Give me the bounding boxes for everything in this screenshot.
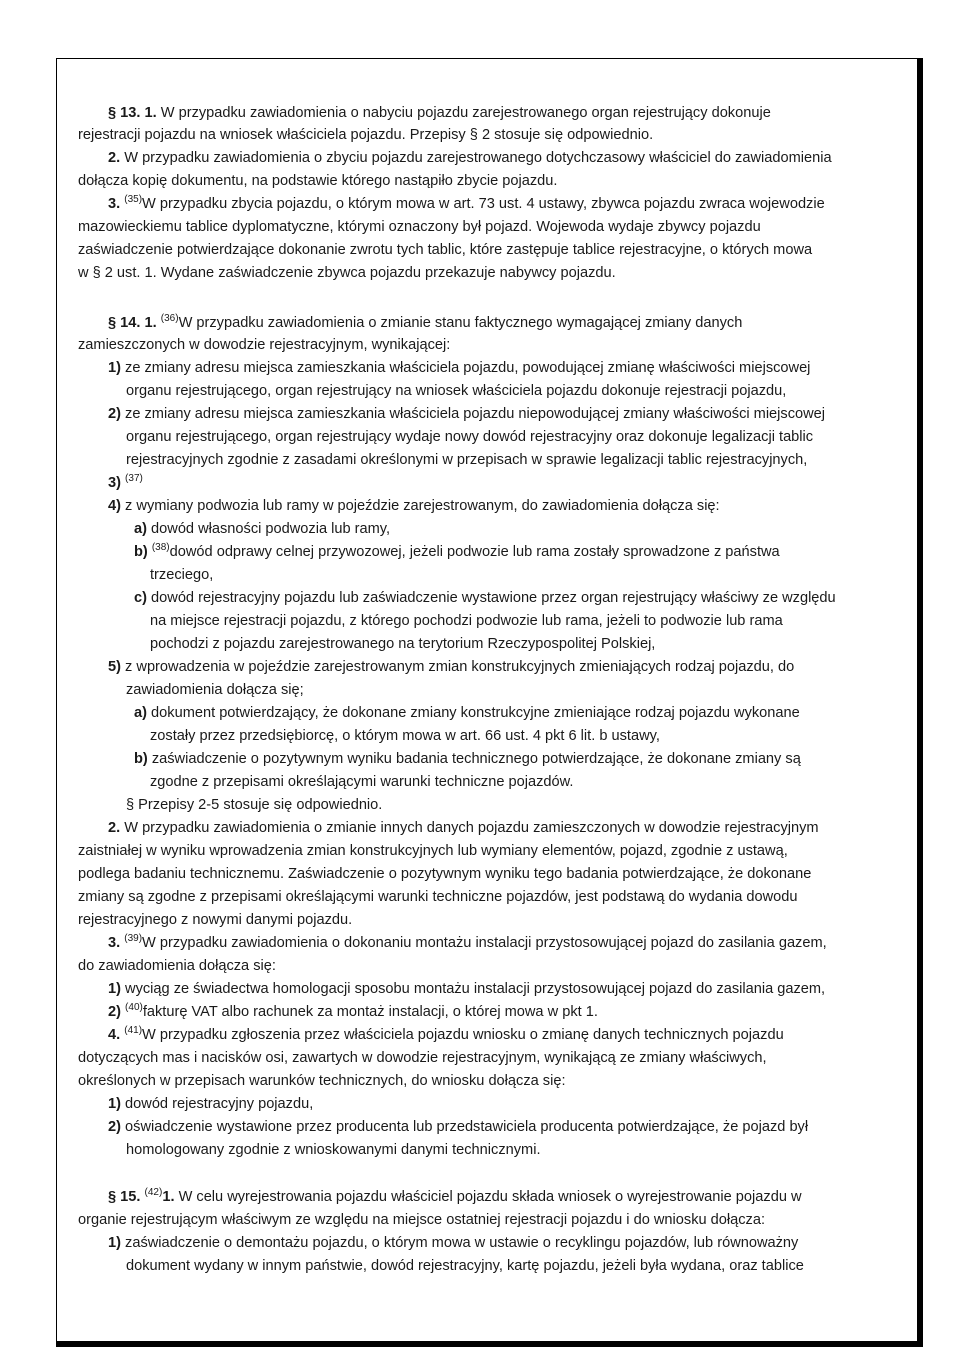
s14-p2-line5: rejestracyjnego z nowymi danymi pojazdu. bbox=[78, 912, 353, 928]
s13-p3-line4: w § 2 ust. 1. Wydane zaświadczenie zbywca pojazdu przekazuje nabywcy pojazdu. bbox=[78, 265, 616, 281]
s14-p2-line1: 2. W przypadku zawiadomienia o zmianie innych danych pojazdu zamieszczonych w dowodzie rejestracyjnym bbox=[108, 820, 819, 836]
s14-p1-item2-line2: organu rejestrującego, organ rejestrujący wydaje nowy dowód rejestracyjny oraz dokonuje legalizacji tablic bbox=[126, 429, 814, 445]
s14-p3-line2: do zawiadomienia dołącza się: bbox=[78, 958, 276, 974]
s14-p1-closing: § Przepisy 2-5 stosuje się odpowiednio. bbox=[126, 797, 383, 813]
s14-p4-line2: dotyczących mas i nacisków osi, zawartych w dowodzie rejestracyjnym, wynikającą ze zmiany właściwych, bbox=[78, 1050, 767, 1066]
s14-p4-item2-line1: 2) oświadczenie wystawione przez producenta lub przedstawiciela producenta potwierdzające, że pojazd był bbox=[108, 1119, 809, 1135]
s14-p1-item4c-line2: na miejsce rejestracji pojazdu, z którego pochodzi podwozie lub rama, jeżeli to podwozie lub rama bbox=[150, 613, 783, 629]
s15-p1-line2: organie rejestrującym właściwym ze względu na miejsce ostatniej rejestracji pojazdu i do wniosku dołącza: bbox=[78, 1212, 766, 1228]
s14-p1-line1: § 14. 1. $^{(36)}$W przypadku zawiadomienia o zmianie stanu faktycznego wymagającej zmiany danych bbox=[108, 313, 743, 331]
s13-p1-line1: § 13. 1. W przypadku zawiadomienia o nabyciu pojazdu zarejestrowanego organ rejestrujący dokonuje bbox=[108, 105, 771, 121]
s14-p3-item1: 1) wyciąg ze świadectwa homologacji sposobu montażu instalacji przystosowującej pojazd do zasilania gazem, bbox=[108, 981, 826, 997]
s13-p3-line1: 3. $^{(35)}$W przypadku zbycia pojazdu, o którym mowa w art. 73 ust. 4 ustawy, zbywca pojazdu zwraca wojewodzie bbox=[108, 194, 825, 212]
s14-p1-item4c-line1: c) dowód rejestracyjny pojazdu lub zaświadczenie wystawione przez organ rejestrujący właściwy ze względu bbox=[134, 590, 836, 606]
s14-p2-line3: podlega badaniu technicznemu. Zaświadczenie o pozytywnym wyniku tego badania potwierdzające, że dokonane bbox=[78, 866, 812, 882]
s13-p2-line2: dołącza kopię dokumentu, na podstawie którego nastąpiło zbycie pojazdu. bbox=[78, 173, 558, 189]
s14-p1-item5b-line2: zgodne z przepisami określającymi warunki techniczne pojazdów. bbox=[150, 774, 574, 790]
s13-p1-line2: rejestracji pojazdu na wniosek właściciela pojazdu. Przepisy § 2 stosuje się odpowiednio. bbox=[78, 127, 654, 143]
s14-p1-item3: 3) $^{(37)}$ bbox=[108, 473, 143, 491]
s14-p2-line2: zaistniałej w wyniku wprowadzenia zmian konstrukcyjnych lub wymiany elementów, pojazd, zgodnie z ustawą, bbox=[78, 843, 788, 859]
s13-p3-line3: zaświadczenie potwierdzające dokonanie zwrotu tych tablic, które zastępuje tablice rejestracyjne, o których mowa bbox=[78, 242, 813, 258]
s15-p1-item1-line1: 1) zaświadczenie o demontażu pojazdu, o którym mowa w ustawie o recyklingu pojazdów, lub równoważny bbox=[108, 1235, 799, 1251]
s14-p4-line3: określonych w przepisach warunków technicznych, do wniosku dołącza się: bbox=[78, 1073, 566, 1089]
s14-p1-item5-line1: 5) z wprowadzenia w pojeździe zarejestrowanym zmian konstrukcyjnych zmieniających rodzaj pojazdu, do bbox=[108, 659, 795, 675]
section-mark-13: § 13. 1. bbox=[108, 105, 157, 121]
section-mark-15: § 15. bbox=[108, 1189, 141, 1205]
s14-p1-item2-line3: rejestracyjnych zgodnie z zasadami określonymi w przepisach w sprawie legalizacji tablic rejestracyjnych, bbox=[126, 452, 808, 468]
s14-p1-item5b-line1: b) zaświadczenie o pozytywnym wyniku badania technicznego potwierdzające, że dokonane zmiany są bbox=[134, 751, 801, 767]
s15-p1-item1-line2: dokument wydany w innym państwie, dowód rejestracyjny, kartę pojazdu, jeżeli była wydana, oraz tablice bbox=[126, 1258, 804, 1274]
s14-p1-item4-line1: 4) z wymiany podwozia lub ramy w pojeździe zarejestrowanym, do zawiadomienia dołącza się: bbox=[108, 498, 720, 514]
s14-p1-item4a: a) dowód własności podwozia lub ramy, bbox=[134, 521, 391, 537]
s14-p1-item5-line2: zawiadomienia dołącza się; bbox=[126, 682, 304, 698]
s14-p2-line4: zmiany są zgodne z przepisami określającymi warunki techniczne pojazdów, jest podstawą do wydania dowodu bbox=[78, 889, 798, 905]
s14-p4-item1: 1) dowód rejestracyjny pojazdu, bbox=[108, 1096, 314, 1112]
s14-p1-line2: zamieszczonych w dowodzie rejestracyjnym, wynikającej: bbox=[78, 337, 451, 353]
s14-p1-item4c-line3: pochodzi z pojazdu zarejestrowanego na terytorium Rzeczypospolitej Polskiej, bbox=[150, 636, 656, 652]
s14-p1-item5a-line2: zostały przez przedsiębiorcę, o którym mowa w art. 66 ust. 4 pkt 6 lit. b ustawy, bbox=[150, 728, 660, 744]
s14-p1-item1-line2: organu rejestrującego, organ rejestrujący na wniosek właściciela pojazdu dokonuje rejestracji pojazdu, bbox=[126, 383, 787, 399]
s14-p4-item2-line2: homologowany zgodnie z wnioskowanymi danymi technicznymi. bbox=[126, 1142, 541, 1158]
s14-p4-line1: 4. $^{(41)}$W przypadku zgłoszenia przez właściciela pojazdu wniosku o zmianę danych technicznych pojazdu bbox=[108, 1025, 784, 1043]
s14-p1-item2-line1: 2) ze zmiany adresu miejsca zamieszkania właściciela pojazdu niepowodującej zmiany właściwości miejscowej bbox=[108, 406, 826, 422]
section-mark-14: § 14. 1. bbox=[108, 315, 157, 331]
s14-p1-item4b-line2: trzeciego, bbox=[150, 567, 214, 583]
s14-p1-item1-line1: 1) ze zmiany adresu miejsca zamieszkania właściciela pojazdu, powodującej zmianę właściwości miejscowej bbox=[108, 360, 811, 376]
s14-p1-item4b-line1: b) $^{(38)}$dowód odprawy celnej przywozowej, jeżeli podwozie lub rama zostały sprowadzone z państwa bbox=[134, 542, 780, 560]
s15-p1-line1: § 15. $^{(42)}$1. W celu wyrejestrowania pojazdu właściciel pojazdu składa wniosek o wyrejestrowanie pojazdu w bbox=[108, 1187, 802, 1205]
s13-p2-line1: 2. W przypadku zawiadomienia o zbyciu pojazdu zarejestrowanego dotychczasowy właściciel do zawiadomienia bbox=[108, 150, 832, 166]
s14-p1-item5a-line1: a) dokument potwierdzający, że dokonane zmiany konstrukcyjne zmieniające rodzaj pojazdu wykonane bbox=[134, 705, 800, 721]
s13-p3-line2: mazowieckiemu tablice dyplomatyczne, którymi oznaczony był pojazd. Wojewoda wydaje zbywcy pojazdu bbox=[78, 219, 761, 235]
s14-p3-item2: 2) $^{(40)}$fakturę VAT albo rachunek za montaż instalacji, o której mowa w pkt 1. bbox=[108, 1002, 598, 1020]
s14-p3-line1: 3. $^{(39)}$W przypadku zawiadomienia o dokonaniu montażu instalacji przystosowującej pojazd do zasilania gazem, bbox=[108, 933, 827, 951]
